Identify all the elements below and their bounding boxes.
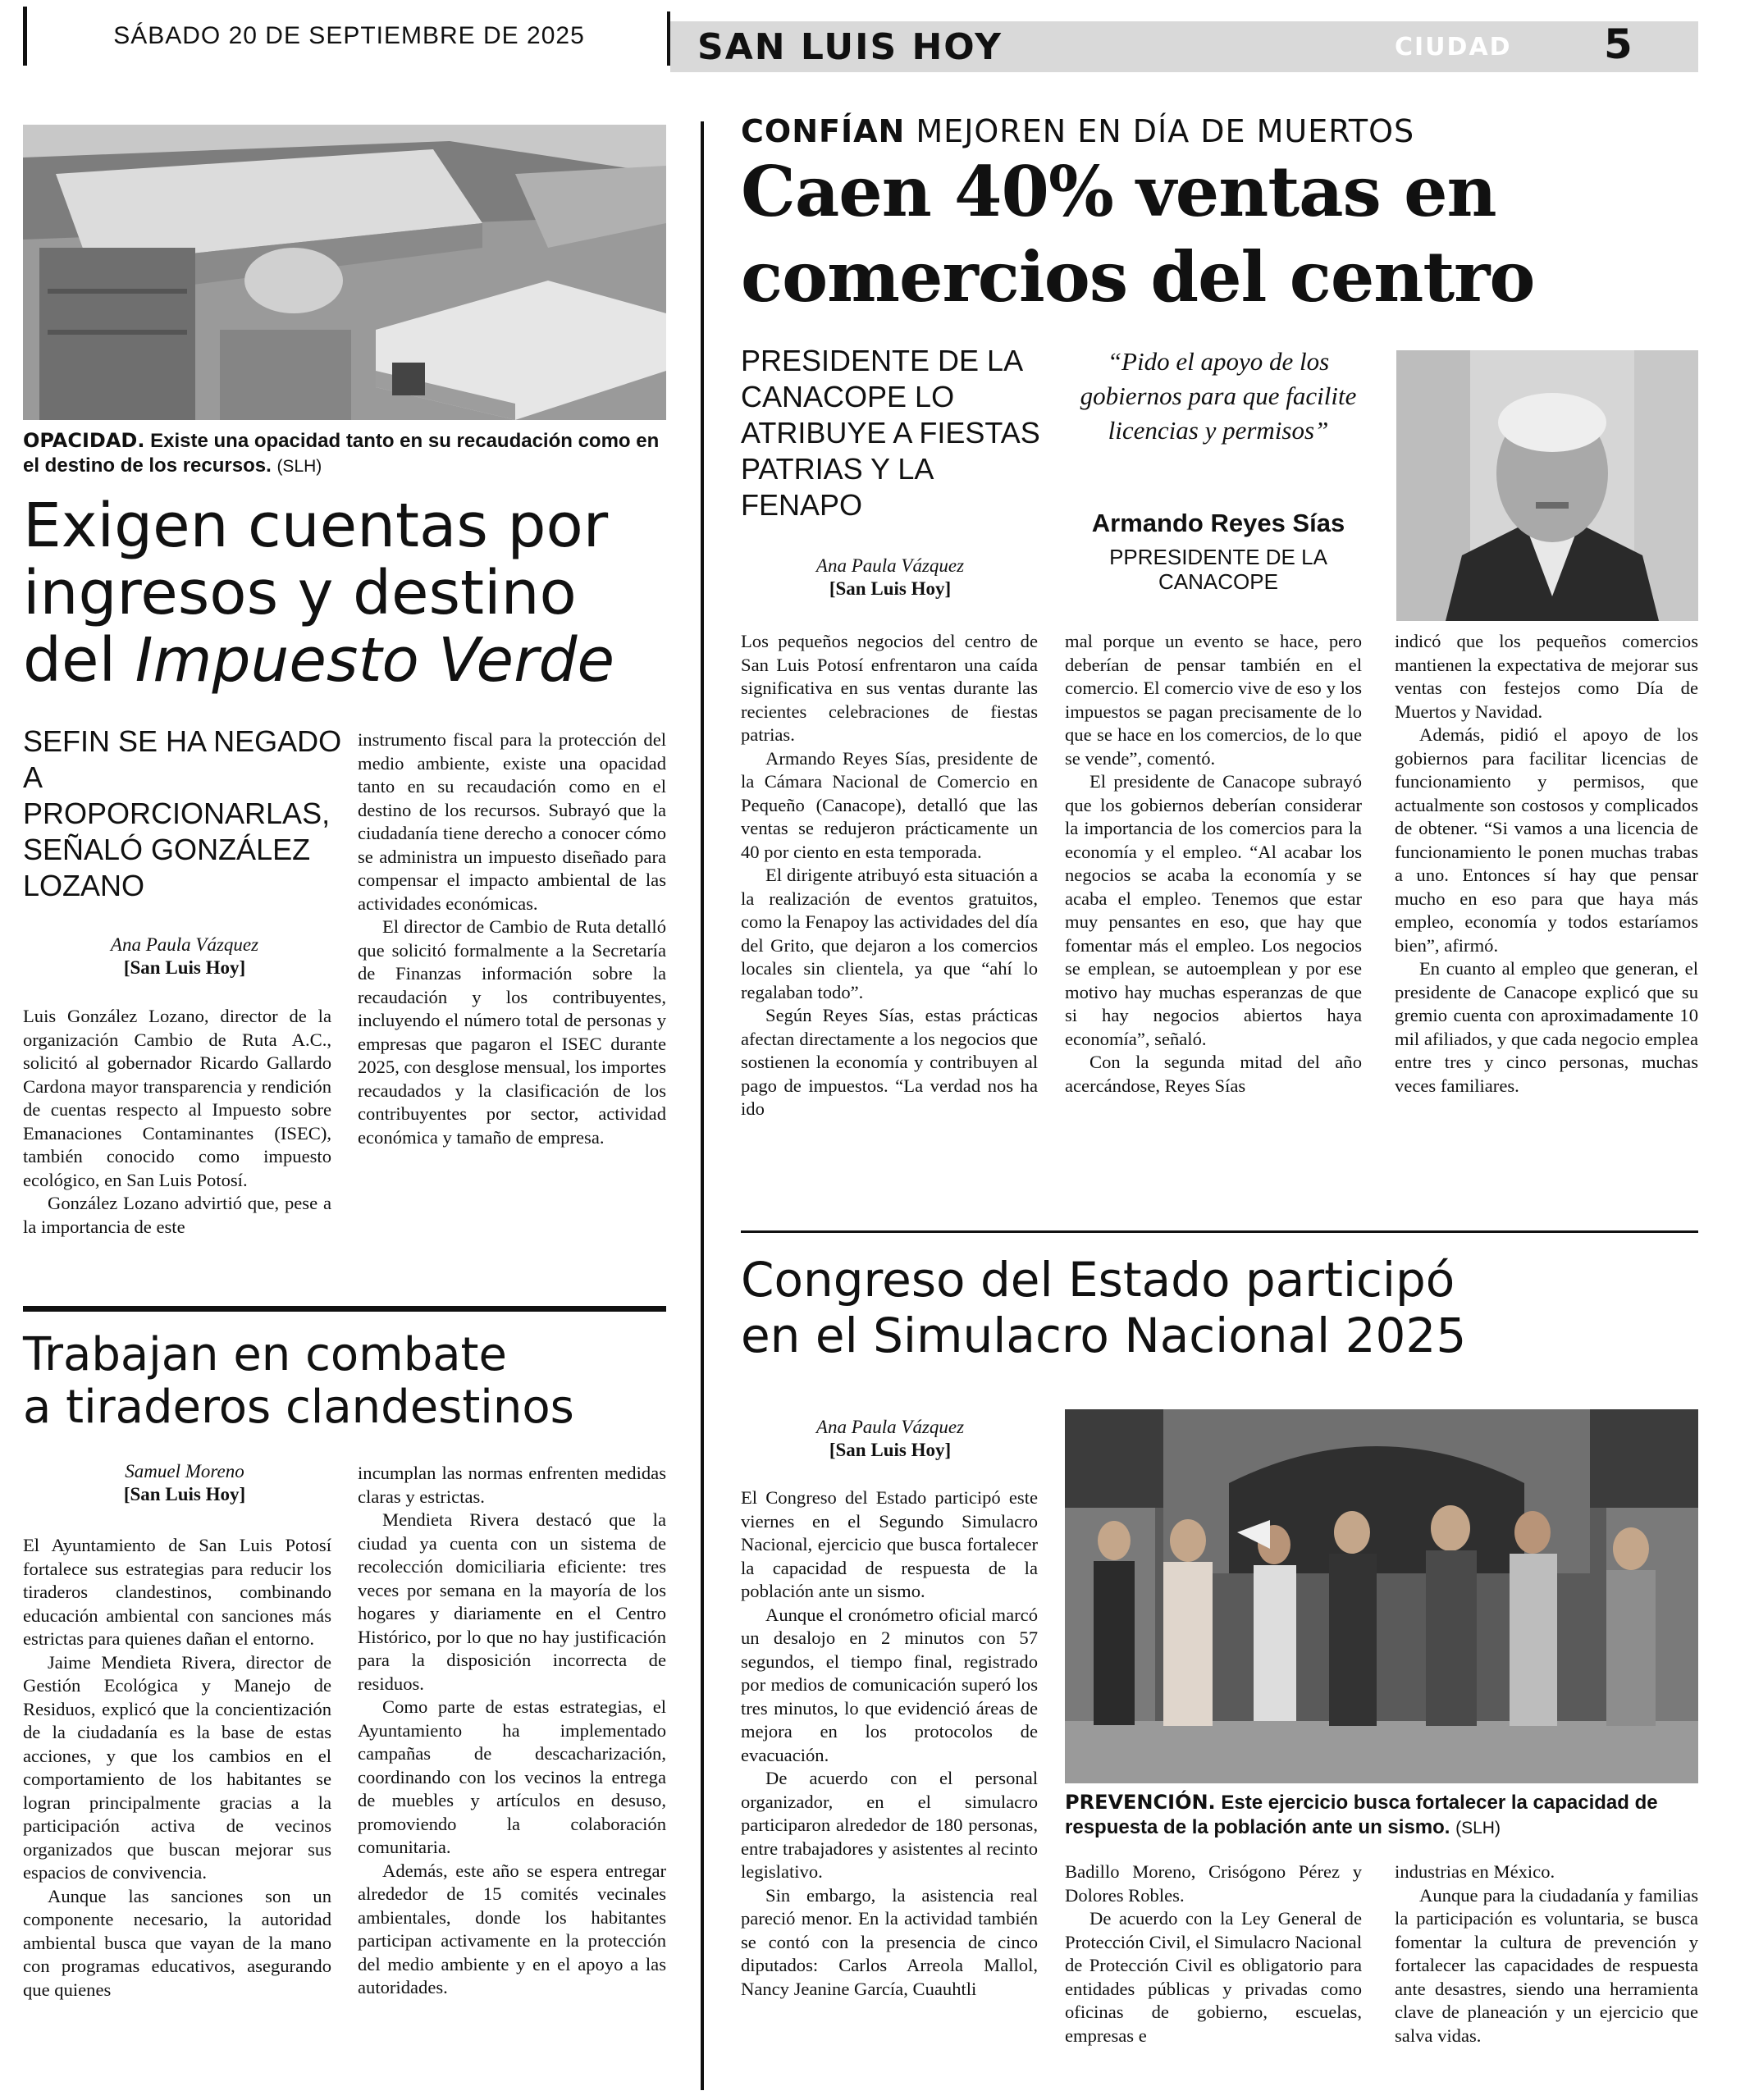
paragraph: indicó que los pequeños comercios mantienen la expectativa de mejorar sus ventas con festejos como Día de Muertos y Navidad. <box>1395 631 1698 722</box>
paragraph: incumplan las normas enfrenten medidas claras y estrictas. <box>358 1463 666 1507</box>
paragraph: Los pequeños negocios del centro de San Luis Potosí enfrentaron una caída significativa en sus ventas durante las recientes celebraciones de fiestas patrias. <box>741 631 1038 745</box>
paragraph: Según Reyes Sías, estas prácticas afectan directamente a los negocios que sostienen la economía y contribuyen al pago de impuestos. “La verdad nos ha ido <box>741 1005 1038 1119</box>
paragraph: industrias en México. <box>1395 1861 1555 1882</box>
caption-credit: (SLH) <box>276 457 322 476</box>
headline-line: Trabajan en combate <box>23 1328 507 1381</box>
paragraph: El dirigente atribuyó esta situación a la realización de eventos gratuitos, como la Fenapoy las actividades del día del Grito, que dejaron a los comercios locales sin clientela, ya que “ahí lo regalaban todo”. <box>741 865 1038 1002</box>
paragraph: Aunque el cronómetro oficial marcó un desalojo en 2 minutos con 57 segundos, el tiempo final, registrado por medios de comunicación superó los tres minutos, lo que evidenció áreas de mejora en los protocolos de evacuación. <box>741 1604 1038 1765</box>
paragraph: Además, pidió el apoyo de los gobiernos para facilitar licencias de funcionamiento y permisos, que actualmente son costosos y complicados de obtener. “Si vamos a una licencia de funcionamiento le ponen muchas trabas a uno. Entonces sí hay que pensar mucho en eso para que haya más empleo, economía y todos estaríamos bien”, afirmó. <box>1395 724 1698 956</box>
byline <box>49 1460 320 1506</box>
paragraph: El director de Cambio de Ruta detalló que solicitó formalmente a la Secretaría de Finanzas información sobre la recaudación y los contribuyentes, incluyendo el número total de personas y empresas que pagaron el ISEC durante 2025, con desglose mensual, los importes recaudados y la clasificación de los contribuyentes por sector, actividad económica y tamaño de empresa. <box>358 916 666 1148</box>
headline-ventas <box>741 149 1705 320</box>
author-publication: [San Luis Hoy] <box>123 1484 246 1504</box>
headline-italic: Impuesto Verde <box>135 625 615 696</box>
body-column <box>741 630 1038 1121</box>
caption-text: Existe una opacidad tanto en su recaudación como en el destino de los recursos. <box>23 430 660 477</box>
story-divider-left <box>23 1306 666 1312</box>
author-publication: [San Luis Hoy] <box>123 957 246 978</box>
author-name: Ana Paula Vázquez <box>110 934 259 955</box>
author-name: Ana Paula Vázquez <box>815 555 965 576</box>
paragraph: Badillo Moreno, Crisógono Pérez y Dolores Robles. <box>1065 1861 1362 1906</box>
author-publication: [San Luis Hoy] <box>829 1440 952 1460</box>
body-column <box>741 1486 1038 2001</box>
section-label: CIUDAD <box>1395 32 1512 62</box>
caption-keyword: PREVENCIÓN. <box>1065 1791 1216 1814</box>
kicker-bold: CONFÍAN <box>741 113 906 149</box>
headline-line: en el Simulacro Nacional 2025 <box>741 1308 1467 1363</box>
author-name: Ana Paula Vázquez <box>815 1417 965 1437</box>
paragraph: González Lozano advirtió que, pese a la importancia de este <box>23 1193 331 1237</box>
headline-line: Caen 40% ventas en <box>741 151 1496 232</box>
headline-simulacro <box>741 1252 1701 1363</box>
paragraph: El Congreso del Estado participó este viernes en el Segundo Simulacro Nacional, ejercicio que busca fortalecer la capacidad de respuesta de la población ante un sismo. <box>741 1487 1038 1601</box>
headline-line: del Impuesto Verde <box>23 625 615 696</box>
author-publication: [San Luis Hoy] <box>829 578 952 599</box>
body-column <box>358 1462 666 2000</box>
headline-impuesto-verde <box>23 492 679 694</box>
quote-author: Armando Reyes Sías <box>1091 509 1345 537</box>
paragraph: El presidente de Canacope subrayó que los gobiernos deberían considerar la importancia de los comercios para la economía y el empleo. “Al acabar los negocios se acaba la economía y se acaba el empleo. Tenemos que estar muy pensantes en eso, que hay que fomentar más el empleo. Los negocios se emplean, se autoemplean y por ese motivo hay muchas esperanzas de que si hay negocios abiertos haya economía”, señaló. <box>1065 771 1362 1049</box>
evacuation-drill-photo <box>1065 1409 1698 1783</box>
author-name: Samuel Moreno <box>125 1461 244 1481</box>
deck-ventas: PRESIDENTE DE LA CANACOPE LO ATRIBUYE A FIESTAS PATRIAS Y LA FENAPO <box>741 344 1040 522</box>
page-number: 5 <box>1604 21 1633 68</box>
paragraph: mal porque un evento se hace, pero deberían de pensar también en el comercio. El comercio vive de eso y los impuestos se pagan precisamente de lo que se hace en los comercios, de lo que se vende”, comentó. <box>1065 631 1362 769</box>
byline <box>755 1416 1026 1462</box>
publication-name: SAN LUIS HOY <box>697 25 1003 68</box>
headline-line: a tiraderos clandestinos <box>23 1381 574 1434</box>
paragraph: instrumento fiscal para la protección del medio ambiente, existe una opacidad tanto en su recaudación como en el destino de los recursos. Subrayó que la ciudadanía tiene derecho a conocer cómo se administra un impuesto diseñado para compensar el impacto ambiental de las actividades económicas. <box>358 729 666 914</box>
body-column <box>23 1005 331 1239</box>
paragraph: Mendieta Rivera destacó que la ciudad ya cuenta con un sistema de recolección domiciliaria eficiente: tres veces por semana en la mayoría de los hogares y diariamente en el Centro Histórico, por lo que no hay justificación para la disposición incorrecta de residuos. <box>358 1509 666 1694</box>
deck-impuesto-verde: SEFIN SE HA NEGADO A PROPORCIONARLAS, SEÑALÓ GONZÁLEZ LOZANO <box>23 724 342 902</box>
body-column <box>23 1534 331 2002</box>
paragraph: Aunque para la ciudadanía y familias la participación es voluntaria, se busca fomentar la cultura de prevención y fortalecer las capacidades de respuesta ante desastres, siendo una herramienta clave de planeación y un ejercicio que salva vidas. <box>1395 1884 1698 2046</box>
caption-keyword: OPACIDAD. <box>23 429 145 452</box>
issue-date: SÁBADO 20 DE SEPTIEMBRE DE 2025 <box>23 7 671 66</box>
headline-line: ingresos y destino <box>23 558 577 628</box>
paragraph: Aunque las sanciones son un componente necesario, la autoridad ambiental busca que vayan de la mano con programas educativos, asegurando que quienes <box>23 1885 331 2000</box>
body-column <box>1395 630 1698 1098</box>
paragraph: Como parte de estas estrategias, el Ayuntamiento ha implementado campañas de descacharización, coordinando con los vecinos la entrega de muebles y artículos en desuso, promoviendo la colaboración comunitaria. <box>358 1696 666 1857</box>
paragraph: De acuerdo con el personal organizador, en el simulacro participaron alrededor de 180 personas, entre trabajadores y asistentes al recinto legislativo. <box>741 1768 1038 1882</box>
paragraph: Armando Reyes Sías, presidente de la Cámara Nacional de Comercio en Pequeño (Canacope), detalló que las ventas se redujeron prácticamente un 40 por ciento en esta temporada. <box>741 747 1038 862</box>
body-column <box>358 728 666 1149</box>
paragraph: De acuerdo con la Ley General de Protección Civil, el Simulacro Nacional de Protección Civil es obligatorio para entidades públicas y privadas como oficinas de gobierno, escuelas, empresas e <box>1065 1908 1362 2046</box>
headline-line: Exigen cuentas por <box>23 491 609 561</box>
paragraph: Jaime Mendieta Rivera, director de Gestión Ecológica y Manejo de Residuos, explicó que la concientización de la ciudadanía es la base de estas acciones, y que los cambios en el comportamiento de los habitantes se logran principalmente gracias a la participación activa de vecinos organizados que buscan mejorar sus espacios de convivencia. <box>23 1651 331 1883</box>
byline <box>49 934 320 979</box>
column-divider <box>701 121 704 2090</box>
portrait-photo <box>1396 350 1698 621</box>
kicker-ventas <box>741 113 1701 149</box>
headline-tiraderos <box>23 1329 679 1434</box>
caption-text: Este ejercicio busca fortalecer la capacidad de respuesta de la población ante un sismo. <box>1065 1792 1658 1838</box>
photo-caption <box>1065 1790 1698 1841</box>
headline-line: comercios del centro <box>741 236 1535 317</box>
paragraph: En cuanto al empleo que generan, el presidente de Canacope explicó que su gremio cuenta con aproximadamente 10 mil afiliados, y que cada negocio emplea entre tres y cinco personas, muchas veces familiares. <box>1395 958 1698 1096</box>
photo-caption <box>23 428 666 479</box>
paragraph: Con la segunda mitad del año acercándose, Reyes Sías <box>1065 1052 1362 1096</box>
body-column <box>1065 1860 1362 2048</box>
industrial-plant-photo <box>23 125 666 420</box>
pull-quote: “Pido el apoyo de los gobiernos para que facilite licencias y permisos” <box>1080 347 1357 445</box>
paragraph: El Ayuntamiento de San Luis Potosí fortalece sus estrategias para reducir los tiraderos clandestinos, combinando educación ambiental con sanciones más estrictas para quienes dañan el entorno. <box>23 1535 331 1649</box>
paragraph: Además, este año se espera entregar alrededor de 15 comités vecinales ambientales, donde los habitantes participan activamente en la protección del medio ambiente y en el apoyo a las autoridades. <box>358 1860 666 1997</box>
paragraph: Sin embargo, la asistencia real pareció menor. En la actividad también se contó con la presencia de cinco diputados: Carlos Arreola Mallol, Nancy Jeanine García, Cuauhtli <box>741 1884 1038 1999</box>
quote-author-title: PPRESIDENTE DE LA CANACOPE <box>1109 545 1327 594</box>
byline <box>755 555 1026 600</box>
headline-line: Congreso del Estado participó <box>741 1252 1455 1308</box>
paragraph: Luis González Lozano, director de la organización Cambio de Ruta A.C., solicitó al gobernador Ricardo Gallardo Cardona mayor transparencia y rendición de cuentas respecto al Impuesto sobre Emanaciones Contaminantes (ISEC), también conocido como impuesto ecológico, en San Luis Potosí. <box>23 1006 331 1190</box>
kicker-rest: MEJOREN EN DÍA DE MUERTOS <box>905 113 1415 149</box>
caption-credit: (SLH) <box>1455 1819 1501 1838</box>
body-column <box>1395 1860 1698 2048</box>
story-divider-right <box>741 1230 1698 1233</box>
body-column <box>1065 630 1362 1098</box>
